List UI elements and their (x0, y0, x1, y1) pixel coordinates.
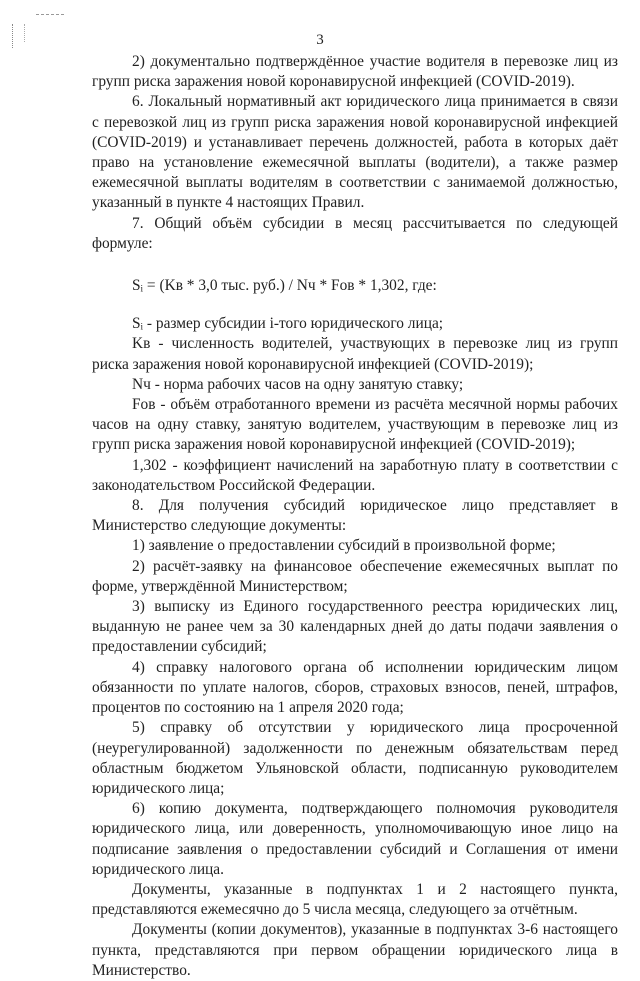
paragraph: 7. Общий объём субсидии в месяц рассчитывается по следующей формуле: (92, 214, 618, 252)
paragraph: 8. Для получения субсидий юридическое лицо представляет в Министерство следующие документы: (92, 497, 618, 535)
definition: Fов - объём отработанного времени из расчёта месячной нормы рабочих часов на одну ставку, занятую водителем, участвующим в перевозке лиц из групп риска заражения новой коронавирусной инфекцией (COVID-2019); (92, 396, 618, 454)
paragraph: Документы (копии документов), указанные в подпунктах 3-6 настоящего пункта, представляются при первом обращении юридического лица в Министерство. (92, 921, 618, 979)
paragraph: Документы, указанные в подпунктах 1 и 2 настоящего пункта, представляются ежемесячно до 5 числа месяца, следующего за отчётным. (92, 880, 618, 919)
page-number: 3 (316, 32, 324, 48)
scan-artifact (306, 852, 312, 855)
definition: 1,302 - коэффициент начислений на заработную плату в соответствии с законодательством Российской Федерации. (92, 456, 618, 494)
scan-artifact (36, 14, 64, 16)
definition: Kв - численность водителей, участвующих в перевозке лиц из групп риска заражения новой коронавирусной инфекцией (COVID-2019); (92, 335, 618, 373)
list-item: 5) справку об отсутствии у юридического лица просроченной (неурегулированной) задолженности по денежным обязательствам перед областным бюджетом Ульяновской области, подписанную руководителем юридического лица; (92, 719, 618, 797)
paragraph: 2) документально подтверждённое участие водителя в перевозке лиц из групп риска заражения новой коронавирусной инфекцией (COVID-2019). (92, 53, 618, 91)
list-item: 3) выписку из Единого государственного реестра юридических лиц, выданную не ранее чем за 30 календарных дней до даты подачи заявления о предоставлении субсидий; (92, 598, 618, 656)
list-item: 2) расчёт-заявку на финансовое обеспечение ежемесячных выплат по форме, утверждённой Министерством; (92, 557, 618, 595)
formula: Sᵢ = (Kв * 3,0 тыс. руб.) / Nч * Fов * 1,302, где: (132, 277, 437, 295)
definition: Nч - норма рабочих часов на одну занятую ставку; (132, 375, 464, 393)
list-item: 4) справку налогового органа об исполнении юридическим лицом обязанности по уплате налогов, сборов, страховых взносов, пеней, штрафов, процентов по состоянию на 1 апреля 2020 года; (92, 658, 618, 717)
paragraph: 6. Локальный нормативный акт юридического лица принимается в связи с перевозкой лиц из групп риска заражения новой коронавирусной инфекцией (COVID-2019) и устанавливает перечень должностей, работа в которых даёт право на установление ежемесячной выплаты (водители), а также размер ежемесячной выплаты водителям в соответствии с занимаемой должностью, указанный в пункте 4 настоящих Правил. (92, 93, 618, 212)
document-body (92, 52, 618, 981)
definition: Sᵢ - размер субсидии i-того юридического лица; (132, 315, 444, 333)
list-item: 1) заявление о предоставлении субсидий в произвольной форме; (132, 537, 556, 555)
list-item: 6) копию документа, подтверждающего полномочия руководителя юридического лица, или доверенность, уполномочивающую иное лицо на подписание заявления о предоставлении субсидий и Соглашения от имени юридического лица. (92, 800, 618, 878)
